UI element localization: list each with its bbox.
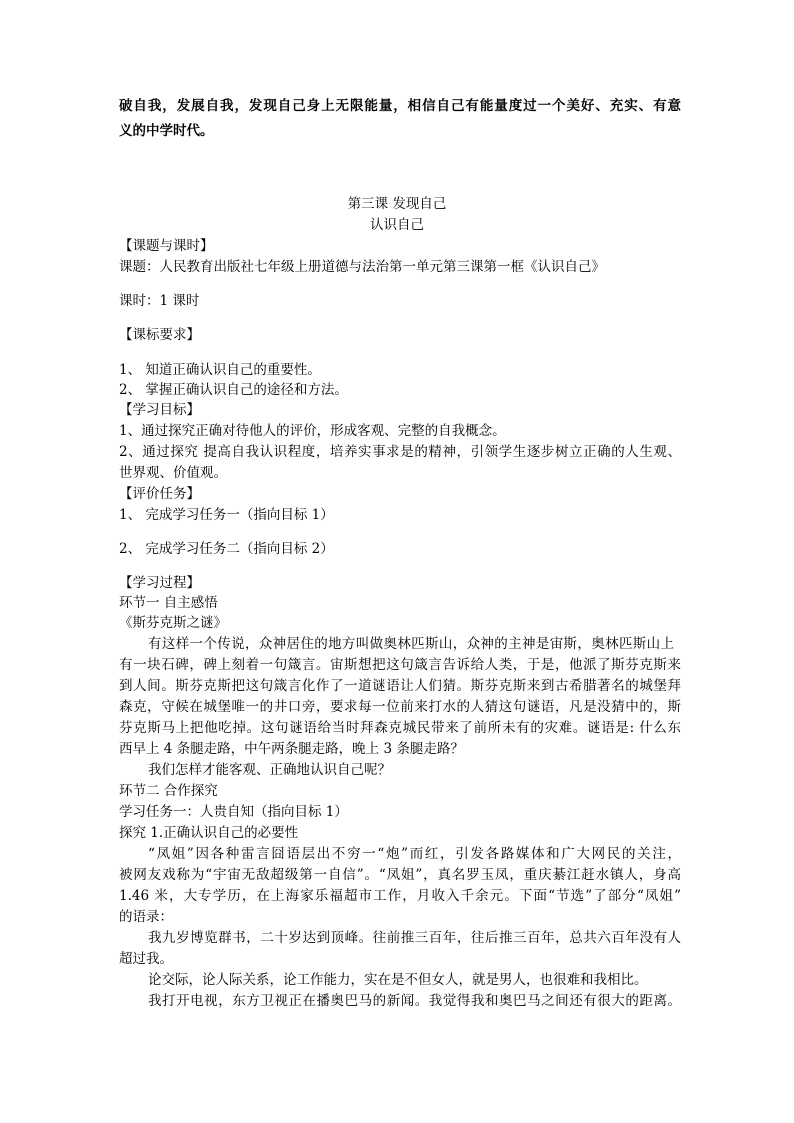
standards-header: 【课标要求】	[119, 327, 200, 343]
goals-item-2-line-1: 2、通过探究 提高自我认识程度，培养实事求是的精神，引领学生逐步树立正确的人生观、	[119, 444, 681, 460]
topic-title-line: 课题：人民教育出版社七年级上册道德与法治第一单元第三课第一框《认识自己》	[119, 259, 605, 275]
lesson-subtitle: 认识自己	[370, 217, 424, 233]
intro-line-1: 破自我，发展自我，发现自己身上无限能量，相信自己有能量度过一个美好、充实、有意	[119, 98, 681, 114]
reflection-question: 我们怎样才能客观、正确地认识自己呢？	[148, 762, 391, 778]
process-header: 【学习过程】	[119, 575, 200, 591]
standards-item-1: 1、 知道正确认识自己的重要性。	[119, 362, 321, 378]
story-line: 有这样一个传说，众神居住的地方叫做奥林匹斯山，众神的主神是宙斯，奥林匹斯山上	[148, 636, 674, 652]
case-line: “凤姐”因各种雷言囧语层出不穷一“炮”而红，引发各路媒体和广大网民的关注，	[148, 846, 681, 862]
eval-item-1: 1、 完成学习任务一（指向目标 1）	[119, 507, 334, 523]
quote-1-line-1: 我九岁博览群书，二十岁达到顶峰。往前推三百年，往后推三百年，总共六百年没有人	[148, 930, 681, 946]
task-1-heading: 学习任务一：人贵自知（指向目标 1）	[119, 804, 348, 820]
story-line: 有一块石碑，碑上刻着一句箴言。宙斯想把这句箴言告诉给人类，于是，他派了斯芬克斯来	[119, 657, 681, 673]
case-line: 1.46 米，大专学历，在上海家乐福超市工作，月收入千余元。下面“节选”了部分“凤姐”	[119, 888, 681, 904]
step-2-heading: 环节二 合作探究	[119, 783, 218, 799]
story-line: 芬克斯马上把他吃掉。这句谜语给当时拜森克城民带来了前所未有的灾难。谜语是: 什么东	[119, 720, 681, 736]
quote-3: 我打开电视，东方卫视正在播奥巴马的新闻。我觉得我和奥巴马之间还有很大的距离。	[148, 993, 681, 1009]
goals-header: 【学习目标】	[119, 402, 200, 418]
goals-item-2-line-2: 世界观、价值观。	[119, 465, 227, 481]
standards-item-2: 2、 掌握正确认识自己的途径和方法。	[119, 382, 348, 398]
story-line: 到人间。斯芬克斯把这句箴言化作了一道谜语让人们猜。斯芬克斯来到古希腊著名的城堡拜	[119, 678, 681, 694]
quote-2: 论交际，论人际关系，论工作能力，实在是不但女人，就是男人，也很难和我相比。	[148, 972, 648, 988]
case-line: 的语录：	[119, 909, 173, 925]
topic-header: 【课题与课时】	[119, 238, 214, 254]
explore-1-heading: 探究 1.正确认识自己的必要性	[119, 825, 299, 841]
intro-line-2: 义的中学时代。	[119, 123, 214, 139]
story-line: 森克，守候在城堡唯一的井口旁，要求每一位前来打水的人猜这句谜语，凡是没猜中的，斯	[119, 699, 681, 715]
eval-item-2: 2、 完成学习任务二（指向目标 2）	[119, 541, 334, 557]
goals-item-1: 1、通过探究正确对待他人的评价，形成客观、完整的自我概念。	[119, 423, 506, 439]
eval-header: 【评价任务】	[119, 486, 200, 502]
lesson-title: 第三课 发现自己	[347, 196, 447, 212]
quote-1-line-2: 超过我。	[119, 951, 173, 967]
case-line: 被网友戏称为“宇宙无敌超级第一自信”。“凤姐”，真名罗玉凤，重庆綦江赶水镇人，身高	[119, 867, 681, 883]
story-title: 《斯芬克斯之谜》	[119, 615, 227, 631]
story-line: 西早上 4 条腿走路，中午两条腿走路，晚上 3 条腿走路？	[119, 741, 464, 757]
step-1-heading: 环节一 自主感悟	[119, 595, 218, 611]
topic-hours: 课时：1 课时	[119, 293, 200, 309]
